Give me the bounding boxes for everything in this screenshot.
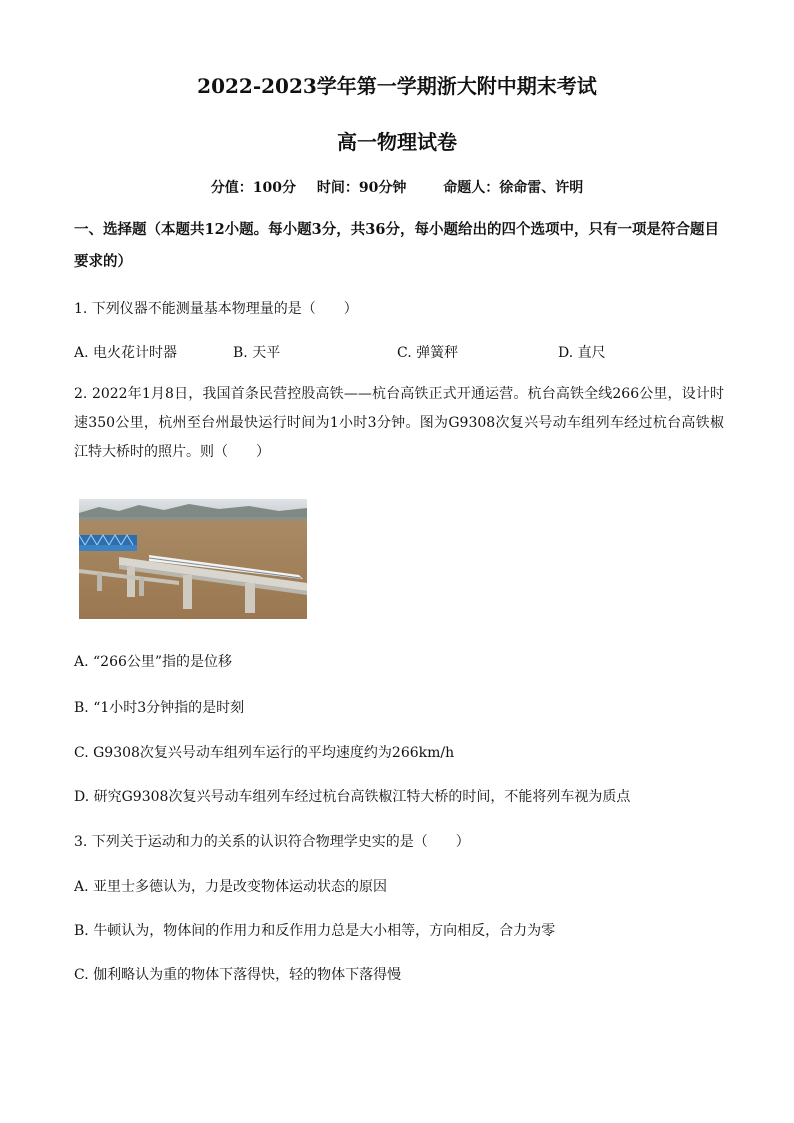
train-bridge-photo: [79, 499, 307, 619]
q1-option-d: D. 直尺: [558, 345, 606, 361]
author-info: 命题人：徐命雷、许明: [443, 180, 584, 196]
score-info: 分值：100分: [210, 180, 296, 196]
q2-option-c: C. G9308次复兴号动车组列车运行的平均速度约为266km/h: [74, 745, 455, 761]
q3-option-b: B. 牛顿认为，物体间的作用力和反作用力总是大小相等，方向相反，合力为零: [74, 923, 556, 939]
q2-option-a: A. “266公里”指的是位移: [74, 654, 233, 670]
q3-option-c: C. 伽利略认为重的物体下落得快，轻的物体下落得慢: [74, 967, 402, 983]
q1-option-a: A. 电火花计时器: [74, 345, 178, 361]
q1-option-b: B. 天平: [233, 345, 281, 361]
exam-meta: [0, 177, 794, 197]
q1-option-c: C. 弹簧秤: [397, 345, 459, 361]
question-3-stem: 3. 下列关于运动和力的关系的认识符合物理学史实的是（ ）: [74, 834, 470, 850]
q2-option-b: B. “1小时3分钟指的是时刻: [74, 700, 245, 716]
question-2-stem: 2. 2022年1月8日，我国首条民营控股高铁——杭台高铁正式开通运营。杭台高铁全线266公里，设计时速350公里，杭州至台州最快运行时间为1小时3分钟。图为G9308次复兴号动车组列车经过杭台高铁椒江特大桥时的照片。则（ ）: [74, 386, 724, 460]
q2-option-d: D. 研究G9308次复兴号动车组列车经过杭台高铁椒江特大桥的时间，不能将列车视为质点: [74, 789, 631, 805]
q3-option-a: A. 亚里士多德认为，力是改变物体运动状态的原因: [74, 879, 388, 895]
time-info: 时间：90分钟: [316, 180, 407, 196]
exam-subtitle: 高一物理试卷: [337, 130, 457, 154]
exam-title: 2022-2023学年第一学期浙大附中期末考试: [197, 74, 597, 98]
section-heading: 一、选择题（本题共12小题。每小题3分，共36分，每小题给出的四个选项中，只有一项是符合题目要求的）: [74, 221, 719, 270]
question-1-stem: 1. 下列仪器不能测量基本物理量的是（ ）: [74, 301, 358, 317]
